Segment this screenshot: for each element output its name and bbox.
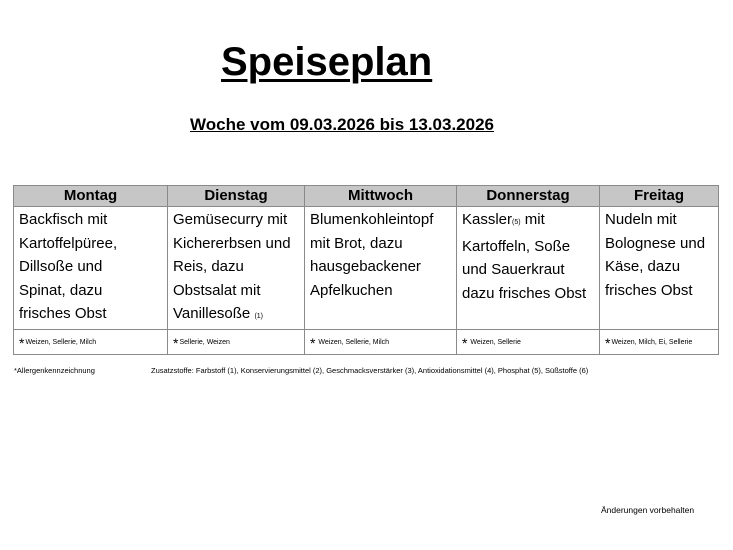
meal-line: Gemüsecurry mit bbox=[173, 211, 288, 228]
allergen-text: Weizen, Milch, Ei, Sellerie bbox=[611, 338, 693, 346]
meal-line: Reis, dazu bbox=[173, 258, 244, 275]
meal-line: Apfelkuchen bbox=[310, 281, 393, 299]
meal-line: mit bbox=[524, 211, 545, 228]
meal-line: hausgebackener bbox=[310, 258, 421, 275]
allergens-monday bbox=[14, 329, 168, 354]
day-header-wednesday: Mittwoch bbox=[305, 186, 457, 207]
meal-line: dazu frisches Obst bbox=[462, 284, 587, 302]
allergen-text: Weizen, Sellerie bbox=[470, 338, 521, 346]
asterisk-icon: * bbox=[19, 334, 25, 351]
week-range: Woche vom 09.03.2026 bis 13.03.2026 bbox=[190, 115, 494, 134]
allergen-text: Sellerie, Weizen bbox=[179, 338, 230, 346]
meal-line: Spinat, dazu bbox=[19, 281, 103, 299]
meal-line: Kartoffeln, Soße bbox=[462, 237, 571, 255]
meal-monday bbox=[14, 207, 168, 330]
page-title: Speiseplan bbox=[221, 40, 433, 84]
day-header-friday: Freitag bbox=[600, 186, 719, 207]
meal-friday bbox=[600, 207, 719, 330]
meal-line: mit Brot, dazu bbox=[310, 234, 403, 252]
meal-line: Kartoffelpüree, bbox=[19, 234, 118, 252]
header-row bbox=[14, 186, 719, 207]
allergen-text: Weizen, Sellerie, Milch bbox=[318, 338, 390, 346]
disclaimer: Änderungen vorbehalten bbox=[601, 505, 695, 515]
allergen-legend: *Allergenkennzeichnung bbox=[14, 366, 95, 375]
asterisk-icon: * bbox=[605, 334, 611, 351]
meal-thursday bbox=[457, 207, 600, 330]
meal-line: Obstsalat mit bbox=[173, 281, 261, 299]
day-header-thursday: Donnerstag bbox=[457, 186, 600, 207]
additives-legend: Zusatzstoffe: Farbstoff (1), Konservierungsmittel (2), Geschmacksverstärker (3), Antioxidationsmittel (4), Phosphat (5), Süßstoffe (6) bbox=[151, 366, 589, 375]
meal-line: Kichererbsen und bbox=[173, 234, 291, 252]
meal-line: und Sauerkraut bbox=[462, 261, 565, 278]
additive-note: (1) bbox=[254, 313, 263, 320]
meal-row bbox=[14, 207, 719, 330]
allergen-row bbox=[14, 329, 719, 354]
meal-line: Nudeln mit bbox=[605, 211, 677, 228]
menu-table bbox=[13, 185, 719, 355]
additive-note: (5) bbox=[512, 219, 521, 226]
meal-line: Dillsoße und bbox=[19, 258, 103, 275]
meal-line: Vanillesoße bbox=[173, 305, 251, 322]
meal-line: Kassler bbox=[462, 211, 513, 228]
meal-line: Käse, dazu bbox=[605, 258, 681, 275]
asterisk-icon: * bbox=[173, 334, 179, 351]
asterisk-icon: * bbox=[462, 334, 468, 351]
allergens-tuesday bbox=[168, 329, 305, 354]
allergens-friday bbox=[600, 329, 719, 354]
meal-tuesday bbox=[168, 207, 305, 330]
day-header-tuesday: Dienstag bbox=[168, 186, 305, 207]
allergen-text: Weizen, Sellerie, Milch bbox=[25, 338, 97, 346]
allergens-thursday bbox=[457, 329, 600, 354]
meal-line: frisches Obst bbox=[605, 281, 693, 299]
allergens-wednesday bbox=[305, 329, 457, 354]
meal-line: Blumenkohleintopf bbox=[310, 211, 434, 228]
meal-wednesday bbox=[305, 207, 457, 330]
meal-line: Bolognese und bbox=[605, 234, 706, 252]
asterisk-icon: * bbox=[310, 334, 316, 351]
meal-line: Backfisch mit bbox=[19, 211, 108, 228]
meal-line: frisches Obst bbox=[19, 305, 107, 322]
day-header-monday: Montag bbox=[14, 186, 168, 207]
